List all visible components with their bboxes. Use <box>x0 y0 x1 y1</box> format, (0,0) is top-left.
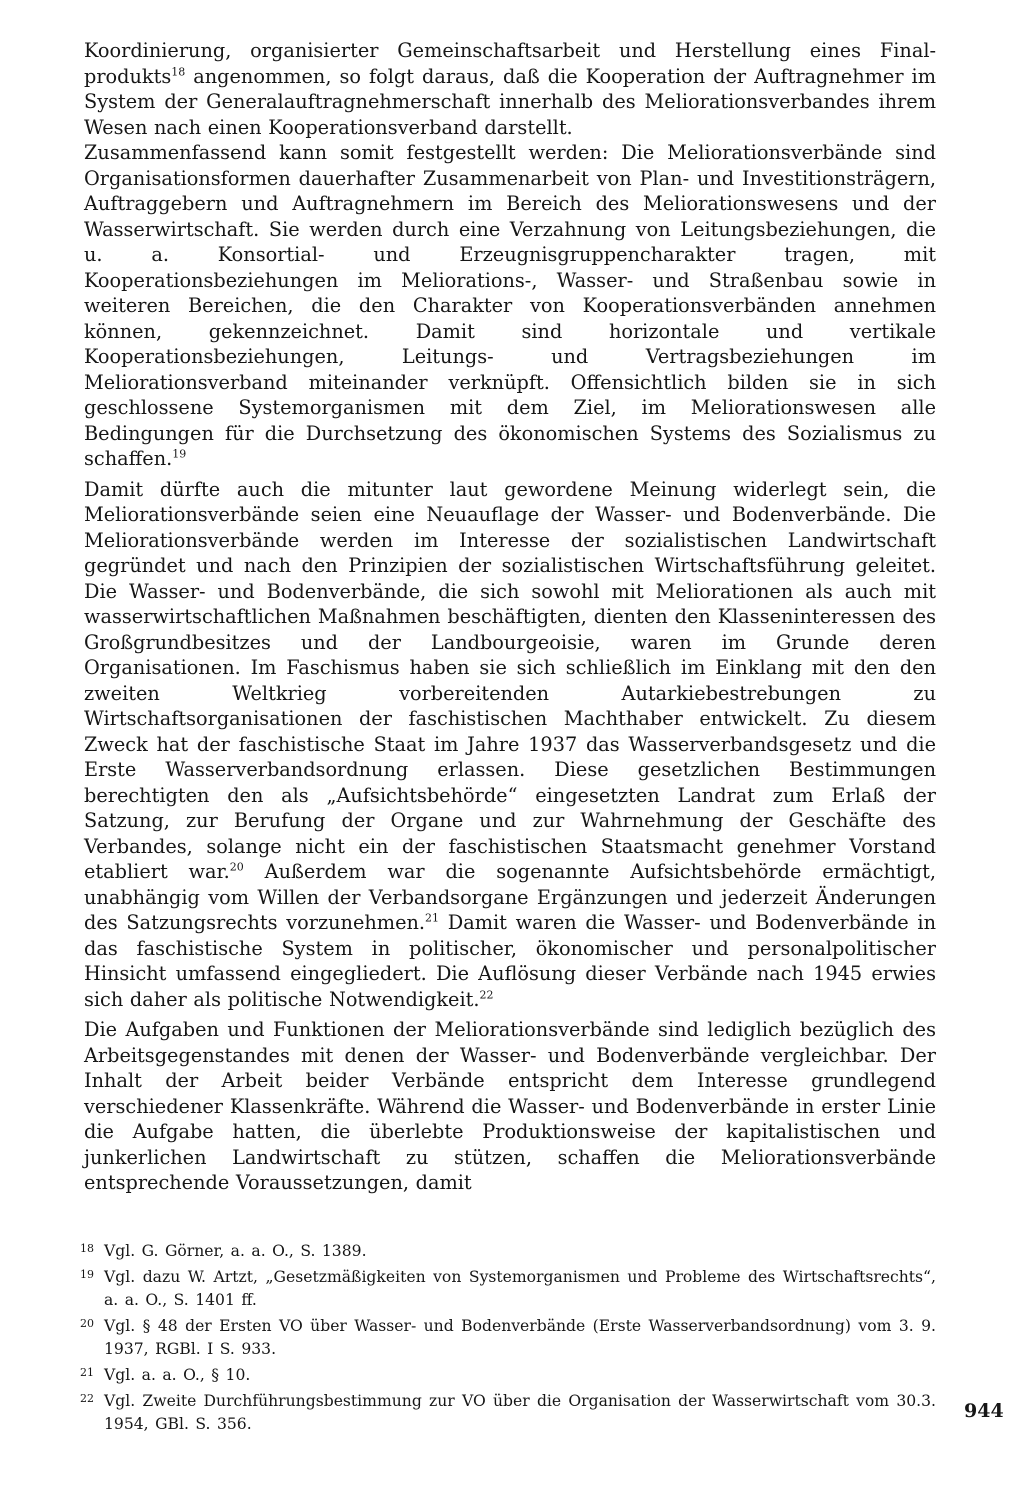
footnote-reference[interactable]: 20 <box>229 860 244 874</box>
footnote <box>80 1240 936 1263</box>
page-number: 944 <box>964 1400 1004 1422</box>
paragraph-text: Damit dürfte auch die mitunter laut gewordene Meinung widerlegt sein, die Meliorationsverbände seien eine Neuauflage der Wasser- und Bodenverbände. Die Meliorationsverbände werden im Interesse der sozialistischen Landwirtschaft gegründet und nach den Prinzipien der sozialistischen Wirtschaftsführung geleitet. Die Wasser- und Bodenverbände, die sich sowohl mit Meliorationen als auch mit wasserwirtschaftlichen Maßnahmen beschäftigten, dienten den Klasseninteressen des Großgrundbesitzes und der Landbourgeoisie, waren im Grunde deren Organisationen. Im Faschismus haben sie sich schließlich im Einklang mit den den zweiten Weltkrieg vorbereitenden Autarkiebestrebungen zu Wirtschaftsorganisationen der faschistischen Machthaber entwickelt. Zu diesem Zweck hat der faschistische Staat im Jahre 1937 das Wasserverbandsgesetz und die Erste Wasserverbandsordnung erlassen. Diese gesetzlichen Bestimmungen berechtigten den als „Aufsichtsbehörde“ eingesetzten Landrat zum Erlaß der Satzung, zur Berufung der Organe und zur Wahrnehmung der Geschäfte des Verbandes, solange nicht ein der faschistischen Staatsmacht genehmer Vorstand etabliert war. <box>84 477 936 883</box>
footnote-number: 18 <box>80 1242 94 1255</box>
paragraph-3 <box>84 477 936 1013</box>
paragraph-1 <box>84 38 936 140</box>
footnote-text: Vgl. a. a. O., § 10. <box>104 1366 251 1384</box>
footnote <box>80 1390 936 1436</box>
footnote-number: 19 <box>80 1268 94 1281</box>
footnote-text: Vgl. G. Görner, a. a. O., S. 1389. <box>104 1242 367 1260</box>
footnotes <box>80 1240 936 1439</box>
footnote-number: 21 <box>80 1366 94 1379</box>
paragraph-text: angenommen, so folgt daraus, daß die Kooperation der Auftragnehmer im System der Generalauftragnehmerschaft innerhalb des Meliorationsverbandes ihrem Wesen nach einen Kooperationsverband darstellt. <box>84 64 936 139</box>
footnote-reference[interactable]: 18 <box>171 65 186 79</box>
footnote-number: 22 <box>80 1392 94 1405</box>
footnote-reference[interactable]: 19 <box>172 447 187 461</box>
footnote <box>80 1364 936 1387</box>
paragraph-text: Die Aufgaben und Funktionen der Meliorationsverbände sind lediglich bezüglich des Arbeitsgegenstandes mit denen der Wasser- und Bodenverbände vergleichbar. Der Inhalt der Arbeit beider Verbände entspricht dem Interesse grundlegend verschiedener Klassenkräfte. Während die Wasser- und Bodenverbände in erster Linie die Aufgabe hatten, die überlebte Produktionsweise der kapitalistischen und junkerlichen Landwirtschaft zu stützen, schaffen die Meliorationsverbände entsprechende Voraussetzungen, damit <box>84 1018 936 1194</box>
footnote-number: 20 <box>80 1317 94 1330</box>
paragraph-2 <box>84 140 936 472</box>
footnote-text: Vgl. § 48 der Ersten VO über Wasser- und Bodenverbände (Erste Wasserverbandsordnung) vom 3. 9. 1937, RGBl. I S. 933. <box>104 1317 936 1358</box>
paragraph-text: Außerdem war die sogenannte Aufsichtsbehörde ermächtigt, unabhängig vom Willen der Verbandsorgane Ergänzungen und jederzeit Änderungen des Satzungsrechts vorzunehmen. <box>84 860 937 934</box>
footnote-reference[interactable]: 22 <box>479 988 494 1002</box>
footnote-reference[interactable]: 21 <box>425 911 440 925</box>
footnote <box>80 1315 936 1361</box>
footnote-text: Vgl. Zweite Durchführungsbestimmung zur VO über die Organisation der Wasserwirtschaft vom 30.3. 1954, GBl. S. 356. <box>104 1392 936 1433</box>
footnote-text: Vgl. dazu W. Artzt, „Gesetzmäßigkeiten von Systemorganismen und Probleme des Wirtschaftsrechts“, a. a. O., S. 1401 ff. <box>104 1268 936 1309</box>
footnote <box>80 1266 936 1312</box>
paragraph-4 <box>84 1017 936 1196</box>
paragraph-text: Damit waren die Wasser- und Bodenverbände in das faschistische System in politischer, ökonomischer und personalpolitischer Hinsicht umfassend eingegliedert. Die Auflösung dieser Verbände nach 1945 erwies sich daher als politische Notwendigkeit. <box>84 911 936 1011</box>
paragraph-text: Zusammenfassend kann somit festgestellt werden: Die Meliorationsverbände sind Organisationsformen dauerhafter Zusammenarbeit von Plan- und Investitionsträgern, Auftraggebern und Auftragnehmern im Bereich des Meliorationswesens und der Wasserwirtschaft. Sie werden durch eine Verzahnung von Leitungsbeziehungen, die u. a. Konsortial- und Erzeugnisgruppencharakter tragen, mit Kooperationsbeziehungen im Meliorations-, Wasser- und Straßenbau sowie in weiteren Bereichen, die den Charakter von Kooperationsverbänden annehmen können, gekennzeichnet. Damit sind horizontale und vertikale Kooperationsbeziehungen, Leitungs- und Vertragsbeziehungen im Meliorationsverband miteinander verknüpft. Offensichtlich bilden sie in sich geschlossene Systemorganismen mit dem Ziel, im Meliorationswesen alle Bedingungen für die Durchsetzung des ökonomischen Systems des Sozialismus zu schaffen. <box>84 141 936 470</box>
main-text <box>84 38 936 1196</box>
paragraph-text: Koordinierung, organisierter Gemeinschaftsarbeit und Herstellung eines Finalprodukts <box>84 39 936 88</box>
